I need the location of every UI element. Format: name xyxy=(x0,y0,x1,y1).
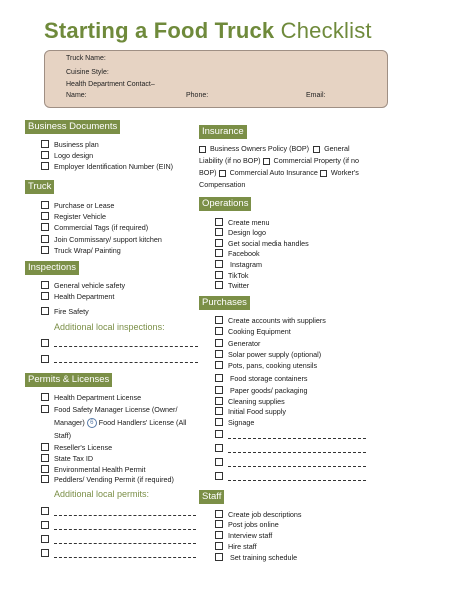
ein-checkbox[interactable] xyxy=(41,162,49,170)
operations-heading: Operations xyxy=(199,197,251,211)
env-health-permit-label: Environmental Health Permit xyxy=(54,465,146,474)
insurance-paragraph xyxy=(199,143,374,191)
additional-inspection-1-checkbox[interactable] xyxy=(41,339,49,347)
facebook-checkbox[interactable] xyxy=(215,249,223,257)
additional-permit-2-blank[interactable] xyxy=(54,529,196,530)
tiktok-checkbox[interactable] xyxy=(215,271,223,279)
truck-wrap-label: Truck Wrap/ Painting xyxy=(54,246,121,255)
purchase-blank-3-checkbox[interactable] xyxy=(215,458,223,466)
food-handlers-checkbox[interactable]: 6 xyxy=(87,418,97,428)
signage-checkbox[interactable] xyxy=(215,418,223,426)
additional-permit-4-checkbox[interactable] xyxy=(41,549,49,557)
training-schedule-label: Set training schedule xyxy=(230,553,298,562)
commercial-property-label: Commercial Property (if no xyxy=(273,156,359,165)
bop-checkbox[interactable] xyxy=(199,146,206,153)
signage-label: Signage xyxy=(228,418,255,427)
workers-comp-checkbox[interactable] xyxy=(320,170,327,177)
vehicle-safety-checkbox[interactable] xyxy=(41,281,49,289)
health-dept-license-label: Health Department License xyxy=(54,393,142,402)
create-menu-label: Create menu xyxy=(228,218,270,227)
state-tax-id-checkbox[interactable] xyxy=(41,454,49,462)
cuisine-style-label: Cuisine Style: xyxy=(66,69,109,76)
commercial-tags-checkbox[interactable] xyxy=(41,223,49,231)
general-liability-label-2: Liability (if no BOP) xyxy=(199,156,261,165)
purchase-blank-1-checkbox[interactable] xyxy=(215,430,223,438)
register-vehicle-checkbox[interactable] xyxy=(41,212,49,220)
register-vehicle-label: Register Vehicle xyxy=(54,212,106,221)
general-liability-checkbox[interactable] xyxy=(313,146,320,153)
hire-staff-checkbox[interactable] xyxy=(215,542,223,550)
purchase-blank-4[interactable] xyxy=(228,480,366,481)
business-plan-checkbox[interactable] xyxy=(41,140,49,148)
cleaning-supplies-checkbox[interactable] xyxy=(215,397,223,405)
interview-staff-checkbox[interactable] xyxy=(215,531,223,539)
commercial-property-label-2: BOP) xyxy=(199,168,217,177)
social-media-checkbox[interactable] xyxy=(215,239,223,247)
purchase-lease-checkbox[interactable] xyxy=(41,201,49,209)
additional-inspection-1-blank[interactable] xyxy=(54,346,198,347)
additional-inspection-2-blank[interactable] xyxy=(54,362,198,363)
training-schedule-checkbox[interactable] xyxy=(215,553,223,561)
food-safety-manager-checkbox[interactable] xyxy=(41,405,49,413)
interview-staff-label: Interview staff xyxy=(228,531,273,540)
food-handlers-label-line3: Staff) xyxy=(54,431,72,440)
fire-safety-checkbox[interactable] xyxy=(41,307,49,315)
peddlers-permit-label: Peddlers/ Vending Permit (if required) xyxy=(54,475,174,484)
additional-permit-4-blank[interactable] xyxy=(54,557,196,558)
twitter-checkbox[interactable] xyxy=(215,281,223,289)
solar-power-label: Solar power supply (optional) xyxy=(228,350,322,359)
twitter-label: Twitter xyxy=(228,281,250,290)
purchase-blank-4-checkbox[interactable] xyxy=(215,472,223,480)
truck-name-label: Truck Name: xyxy=(66,55,106,62)
create-menu-checkbox[interactable] xyxy=(215,218,223,226)
workers-comp-label-1: Worker's xyxy=(330,168,359,177)
cooking-equipment-checkbox[interactable] xyxy=(215,327,223,335)
purchase-lease-label: Purchase or Lease xyxy=(54,201,115,210)
design-logo-label: Design logo xyxy=(228,228,266,237)
bop-label: Business Owners Policy (BOP) xyxy=(210,144,310,153)
commercial-property-checkbox[interactable] xyxy=(263,158,270,165)
business-documents-heading: Business Documents xyxy=(25,120,120,134)
logo-design-checkbox[interactable] xyxy=(41,151,49,159)
additional-inspection-2-checkbox[interactable] xyxy=(41,355,49,363)
email-label: Email: xyxy=(306,92,326,99)
social-media-label: Get social media handles xyxy=(228,239,309,248)
paper-goods-label: Paper goods/ packaging xyxy=(230,386,308,395)
additional-permit-2-checkbox[interactable] xyxy=(41,521,49,529)
truck-wrap-checkbox[interactable] xyxy=(41,246,49,254)
post-jobs-checkbox[interactable] xyxy=(215,520,223,528)
additional-permits-heading: Additional local permits: xyxy=(54,489,150,499)
ein-label: Employer Identification Number (EIN) xyxy=(54,162,174,171)
health-dept-license-checkbox[interactable] xyxy=(41,393,49,401)
purchase-blank-2[interactable] xyxy=(228,452,366,453)
pots-pans-checkbox[interactable] xyxy=(215,361,223,369)
peddlers-permit-checkbox[interactable] xyxy=(41,475,49,483)
purchase-blank-2-checkbox[interactable] xyxy=(215,444,223,452)
page-title xyxy=(44,18,372,44)
job-descriptions-checkbox[interactable] xyxy=(215,510,223,518)
workers-comp-label-2: Compensation xyxy=(199,180,246,189)
solar-power-checkbox[interactable] xyxy=(215,350,223,358)
additional-permit-1-blank[interactable] xyxy=(54,515,196,516)
additional-permit-3-blank[interactable] xyxy=(54,543,196,544)
resellers-license-label: Reseller's License xyxy=(54,443,113,452)
tiktok-label: TikTok xyxy=(228,271,249,280)
food-safety-manager-label-line2 xyxy=(54,418,186,428)
health-dept-contact-label: Health Department Contact– xyxy=(66,81,155,88)
purchases-heading: Purchases xyxy=(199,296,250,310)
facebook-label: Facebook xyxy=(228,249,260,258)
business-plan-label: Business plan xyxy=(54,140,99,149)
purchase-blank-3[interactable] xyxy=(228,466,366,467)
food-safety-manager-label-line2a: Manager) xyxy=(54,418,85,427)
truck-heading: Truck xyxy=(25,180,54,194)
initial-food-label: Initial Food supply xyxy=(228,407,286,416)
logo-design-label: Logo design xyxy=(54,151,94,160)
commercial-auto-checkbox[interactable] xyxy=(219,170,226,177)
join-commissary-label: Join Commissary/ support kitchen xyxy=(54,235,162,244)
name-label: Name: xyxy=(66,92,87,99)
instagram-label: Instagram xyxy=(230,260,262,269)
additional-permit-3-checkbox[interactable] xyxy=(41,535,49,543)
generator-label: Generator xyxy=(228,339,261,348)
pots-pans-label: Pots, pans, cooking utensils xyxy=(228,361,318,370)
health-department-label: Health Department xyxy=(54,292,115,301)
food-handlers-label: Food Handlers' License (All xyxy=(98,418,187,427)
cleaning-supplies-label: Cleaning supplies xyxy=(228,397,285,406)
purchase-blank-1[interactable] xyxy=(228,438,366,439)
food-storage-checkbox[interactable] xyxy=(215,374,223,382)
general-liability-label-1: General xyxy=(324,144,350,153)
fire-safety-label: Fire Safety xyxy=(54,307,89,316)
env-health-permit-checkbox[interactable] xyxy=(41,465,49,473)
food-safety-manager-label-line1: Food Safety Manager License (Owner/ xyxy=(54,405,178,414)
inspections-heading: Inspections xyxy=(25,261,79,275)
state-tax-id-label: State Tax ID xyxy=(54,454,94,463)
hire-staff-label: Hire staff xyxy=(228,542,257,551)
join-commissary-checkbox[interactable] xyxy=(41,235,49,243)
generator-checkbox[interactable] xyxy=(215,339,223,347)
food-storage-label: Food storage containers xyxy=(230,374,308,383)
insurance-heading: Insurance xyxy=(199,125,247,139)
phone-label: Phone: xyxy=(186,92,209,99)
additional-inspections-heading: Additional local inspections: xyxy=(54,322,165,332)
supplier-accounts-label: Create accounts with suppliers xyxy=(228,316,326,325)
commercial-auto-label: Commercial Auto Insurance xyxy=(229,168,318,177)
design-logo-checkbox[interactable] xyxy=(215,228,223,236)
additional-permit-1-checkbox[interactable] xyxy=(41,507,49,515)
commercial-tags-label: Commercial Tags (if required) xyxy=(54,223,149,232)
post-jobs-label: Post jobs online xyxy=(228,520,279,529)
title-light: Checklist xyxy=(280,18,372,43)
vehicle-safety-label: General vehicle safety xyxy=(54,281,126,290)
supplier-accounts-checkbox[interactable] xyxy=(215,316,223,324)
permits-licenses-heading: Permits & Licenses xyxy=(25,373,112,387)
staff-heading: Staff xyxy=(199,490,224,504)
instagram-checkbox[interactable] xyxy=(215,260,223,268)
initial-food-checkbox[interactable] xyxy=(215,407,223,415)
resellers-license-checkbox[interactable] xyxy=(41,443,49,451)
paper-goods-checkbox[interactable] xyxy=(215,386,223,394)
health-department-checkbox[interactable] xyxy=(41,292,49,300)
job-descriptions-label: Create job descriptions xyxy=(228,510,302,519)
title-bold: Starting a Food Truck xyxy=(44,18,275,43)
cooking-equipment-label: Cooking Equipment xyxy=(228,327,291,336)
